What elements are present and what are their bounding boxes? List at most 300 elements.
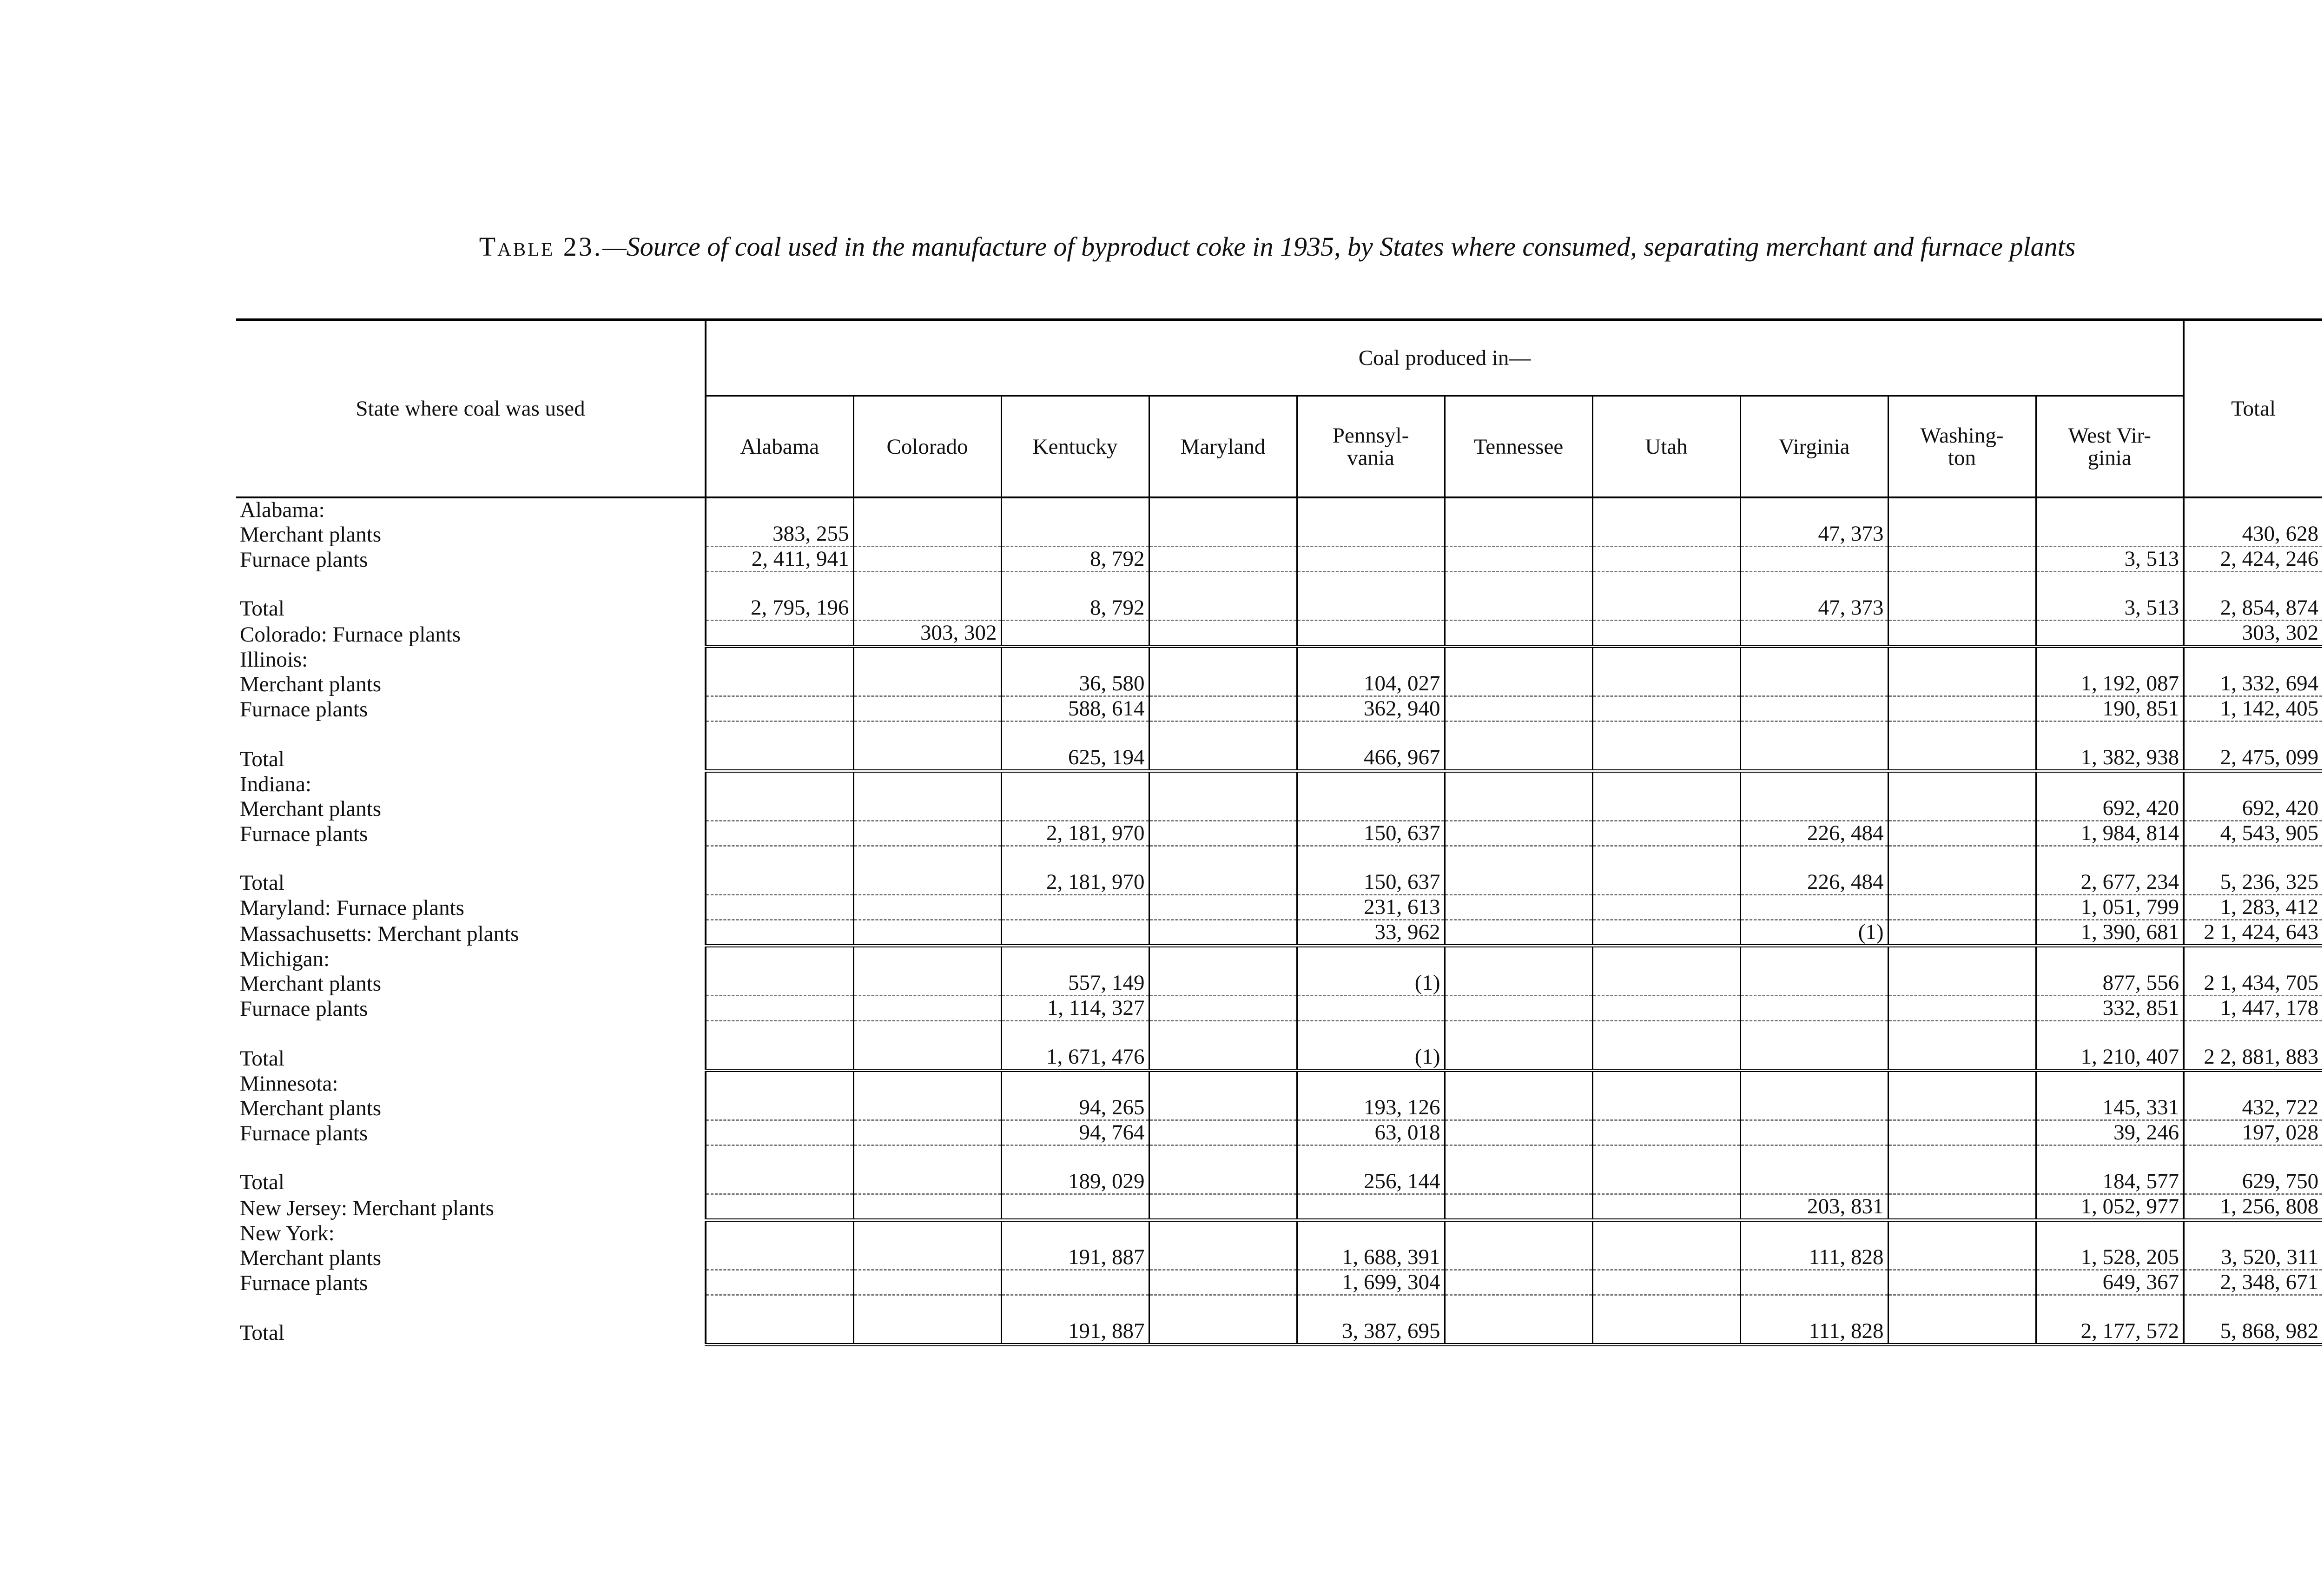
value-cell: 3, 513 xyxy=(2036,596,2184,621)
row-label: Furnace plants xyxy=(236,1270,706,1295)
value-cell xyxy=(853,1319,1001,1345)
value-cell xyxy=(1445,1120,1592,1145)
value-cell xyxy=(706,672,853,696)
value-cell xyxy=(853,920,1001,946)
value-cell xyxy=(1149,1194,1297,1220)
spacer-row xyxy=(236,721,2322,746)
state-name: Indiana: xyxy=(236,771,706,797)
value-cell xyxy=(1592,746,1740,771)
value-cell xyxy=(853,1170,1001,1194)
value-cell xyxy=(2036,522,2184,547)
value-cell xyxy=(1445,821,1592,846)
column-header: Washing- ton xyxy=(1888,396,2036,498)
value-cell xyxy=(1445,522,1592,547)
value-cell xyxy=(1445,971,1592,996)
value-cell xyxy=(706,971,853,996)
data-row xyxy=(236,1245,2322,1270)
value-cell xyxy=(706,1170,853,1194)
value-cell: 877, 556 xyxy=(2036,971,2184,996)
column-header: Utah xyxy=(1592,396,1740,498)
state-section-row xyxy=(236,647,2322,672)
value-cell xyxy=(1297,1194,1445,1220)
value-cell xyxy=(1740,746,1888,771)
value-cell xyxy=(1740,1096,1888,1120)
value-cell xyxy=(1592,1245,1740,1270)
total-cell: 197, 028 xyxy=(2184,1120,2322,1145)
value-cell: 191, 887 xyxy=(1001,1245,1149,1270)
value-cell: 1, 382, 938 xyxy=(2036,746,2184,771)
value-cell xyxy=(1888,821,2036,846)
row-label: Furnace plants xyxy=(236,821,706,846)
total-row xyxy=(236,1170,2322,1194)
data-row xyxy=(236,672,2322,696)
value-cell xyxy=(853,547,1001,572)
total-cell: 1, 332, 694 xyxy=(2184,672,2322,696)
total-cell: 4, 543, 905 xyxy=(2184,821,2322,846)
value-cell xyxy=(706,621,853,647)
total-cell: 2 2, 881, 883 xyxy=(2184,1045,2322,1071)
value-cell xyxy=(1445,1319,1592,1345)
value-cell xyxy=(706,1245,853,1270)
row-label: Furnace plants xyxy=(236,547,706,572)
value-cell: 189, 029 xyxy=(1001,1170,1149,1194)
value-cell xyxy=(853,895,1001,920)
value-cell xyxy=(706,1319,853,1345)
row-label: Maryland: Furnace plants xyxy=(236,895,706,920)
column-header: Maryland xyxy=(1149,396,1297,498)
value-cell: 466, 967 xyxy=(1297,746,1445,771)
value-cell xyxy=(1592,1270,1740,1295)
row-label: Total xyxy=(236,746,706,771)
value-cell xyxy=(1445,746,1592,771)
state-section-row xyxy=(236,1220,2322,1246)
total-cell: 1, 256, 808 xyxy=(2184,1194,2322,1220)
value-cell: 111, 828 xyxy=(1740,1245,1888,1270)
value-cell xyxy=(1592,920,1740,946)
value-cell xyxy=(1888,621,2036,647)
value-cell xyxy=(706,870,853,895)
value-cell: 39, 246 xyxy=(2036,1120,2184,1145)
value-cell xyxy=(1297,796,1445,821)
value-cell xyxy=(1888,996,2036,1021)
value-cell xyxy=(853,522,1001,547)
value-cell: 184, 577 xyxy=(2036,1170,2184,1194)
data-row xyxy=(236,1096,2322,1120)
table-number: Table 23. xyxy=(479,232,603,262)
value-cell xyxy=(1001,895,1149,920)
value-cell xyxy=(1445,870,1592,895)
data-row xyxy=(236,971,2322,996)
table-caption xyxy=(236,232,2318,262)
value-cell xyxy=(1001,796,1149,821)
row-label: Merchant plants xyxy=(236,672,706,696)
value-cell xyxy=(706,796,853,821)
data-row xyxy=(236,895,2322,920)
value-cell: 150, 637 xyxy=(1297,870,1445,895)
total-row xyxy=(236,596,2322,621)
value-cell xyxy=(1740,895,1888,920)
value-cell xyxy=(1149,821,1297,846)
total-cell: 1, 283, 412 xyxy=(2184,895,2322,920)
value-cell xyxy=(1297,522,1445,547)
value-cell xyxy=(1592,1319,1740,1345)
value-cell xyxy=(1888,1170,2036,1194)
value-cell: 1, 671, 476 xyxy=(1001,1045,1149,1071)
value-cell xyxy=(706,895,853,920)
value-cell xyxy=(1888,746,2036,771)
value-cell: 226, 484 xyxy=(1740,821,1888,846)
value-cell xyxy=(1445,1270,1592,1295)
value-cell xyxy=(853,971,1001,996)
row-label: Merchant plants xyxy=(236,971,706,996)
spacer-row xyxy=(236,846,2322,871)
value-cell xyxy=(1888,1120,2036,1145)
value-cell xyxy=(853,796,1001,821)
value-cell xyxy=(853,672,1001,696)
value-cell: 145, 331 xyxy=(2036,1096,2184,1120)
value-cell: 1, 984, 814 xyxy=(2036,821,2184,846)
row-label: Furnace plants xyxy=(236,996,706,1021)
value-cell xyxy=(1445,547,1592,572)
value-cell xyxy=(1888,596,2036,621)
value-cell xyxy=(1445,1045,1592,1071)
row-label: Furnace plants xyxy=(236,696,706,721)
value-cell: 193, 126 xyxy=(1297,1096,1445,1120)
value-cell: 588, 614 xyxy=(1001,696,1149,721)
value-cell xyxy=(1445,696,1592,721)
value-cell: 226, 484 xyxy=(1740,870,1888,895)
value-cell xyxy=(1888,971,2036,996)
value-cell xyxy=(1888,696,2036,721)
value-cell xyxy=(853,1120,1001,1145)
value-cell: (1) xyxy=(1740,920,1888,946)
value-cell xyxy=(1149,870,1297,895)
value-cell: 1, 052, 977 xyxy=(2036,1194,2184,1220)
value-cell xyxy=(1740,796,1888,821)
state-name: Alabama: xyxy=(236,497,706,522)
value-cell xyxy=(1888,522,2036,547)
value-cell: 94, 764 xyxy=(1001,1120,1149,1145)
value-cell: 2, 795, 196 xyxy=(706,596,853,621)
state-section-row xyxy=(236,497,2322,522)
column-header: Virginia xyxy=(1740,396,1888,498)
value-cell xyxy=(1445,621,1592,647)
row-label: Total xyxy=(236,1045,706,1071)
value-cell xyxy=(1592,796,1740,821)
data-row xyxy=(236,1270,2322,1295)
value-cell: 36, 580 xyxy=(1001,672,1149,696)
row-label: New Jersey: Merchant plants xyxy=(236,1194,706,1220)
data-row xyxy=(236,920,2322,946)
value-cell xyxy=(706,1194,853,1220)
total-cell: 3, 520, 311 xyxy=(2184,1245,2322,1270)
state-section-row xyxy=(236,1071,2322,1096)
total-cell: 2, 854, 874 xyxy=(2184,596,2322,621)
data-row xyxy=(236,621,2322,647)
row-label: Total xyxy=(236,870,706,895)
value-cell: 191, 887 xyxy=(1001,1319,1149,1345)
value-cell xyxy=(1149,547,1297,572)
value-cell xyxy=(1149,1319,1297,1345)
value-cell: 2, 181, 970 xyxy=(1001,821,1149,846)
value-cell xyxy=(1888,1096,2036,1120)
spacer-row xyxy=(236,1021,2322,1046)
value-cell xyxy=(1149,996,1297,1021)
value-cell: 150, 637 xyxy=(1297,821,1445,846)
value-cell xyxy=(1592,971,1740,996)
value-cell xyxy=(706,996,853,1021)
column-header: Alabama xyxy=(706,396,853,498)
value-cell xyxy=(1149,522,1297,547)
state-name: Michigan: xyxy=(236,946,706,972)
total-cell: 430, 628 xyxy=(2184,522,2322,547)
value-cell xyxy=(1445,996,1592,1021)
value-cell xyxy=(1888,920,2036,946)
value-cell xyxy=(853,1045,1001,1071)
state-name: Minnesota: xyxy=(236,1071,706,1096)
value-cell: 231, 613 xyxy=(1297,895,1445,920)
value-cell xyxy=(1740,672,1888,696)
value-cell xyxy=(1592,1045,1740,1071)
value-cell: 8, 792 xyxy=(1001,547,1149,572)
coal-source-table xyxy=(236,318,2322,1346)
value-cell xyxy=(1888,796,2036,821)
total-cell: 1, 142, 405 xyxy=(2184,696,2322,721)
value-cell xyxy=(1740,696,1888,721)
value-cell: 3, 513 xyxy=(2036,547,2184,572)
state-name: New York: xyxy=(236,1220,706,1246)
value-cell xyxy=(1740,1045,1888,1071)
row-label: Merchant plants xyxy=(236,1245,706,1270)
total-cell: 303, 302 xyxy=(2184,621,2322,647)
value-cell: 1, 051, 799 xyxy=(2036,895,2184,920)
value-cell: 2, 177, 572 xyxy=(2036,1319,2184,1345)
value-cell xyxy=(706,1045,853,1071)
value-cell xyxy=(1149,1170,1297,1194)
value-cell xyxy=(706,821,853,846)
value-cell xyxy=(1445,920,1592,946)
state-section-row xyxy=(236,946,2322,972)
value-cell xyxy=(1888,1194,2036,1220)
value-cell xyxy=(1149,1045,1297,1071)
value-cell xyxy=(1001,1270,1149,1295)
value-cell: 332, 851 xyxy=(2036,996,2184,1021)
value-cell: 256, 144 xyxy=(1297,1170,1445,1194)
value-cell xyxy=(706,696,853,721)
data-row xyxy=(236,1194,2322,1220)
value-cell xyxy=(1445,1170,1592,1194)
value-cell xyxy=(1740,1170,1888,1194)
row-label: Furnace plants xyxy=(236,1120,706,1145)
spacer-row xyxy=(236,1145,2322,1170)
value-cell xyxy=(1888,870,2036,895)
value-cell: 47, 373 xyxy=(1740,596,1888,621)
value-cell: 104, 027 xyxy=(1297,672,1445,696)
total-row xyxy=(236,870,2322,895)
value-cell xyxy=(1149,1270,1297,1295)
value-cell xyxy=(1149,920,1297,946)
row-label: Merchant plants xyxy=(236,522,706,547)
value-cell xyxy=(1149,1120,1297,1145)
value-cell xyxy=(1740,1120,1888,1145)
value-cell xyxy=(1592,1096,1740,1120)
value-cell: (1) xyxy=(1297,1045,1445,1071)
total-cell: 1, 447, 178 xyxy=(2184,996,2322,1021)
value-cell xyxy=(1001,522,1149,547)
value-cell: 625, 194 xyxy=(1001,746,1149,771)
value-cell xyxy=(853,1245,1001,1270)
value-cell: 557, 149 xyxy=(1001,971,1149,996)
value-cell xyxy=(1297,596,1445,621)
value-cell: 1, 528, 205 xyxy=(2036,1245,2184,1270)
value-cell xyxy=(853,1270,1001,1295)
total-cell: 692, 420 xyxy=(2184,796,2322,821)
value-cell: 1, 688, 391 xyxy=(1297,1245,1445,1270)
value-cell xyxy=(1149,895,1297,920)
value-cell: 1, 390, 681 xyxy=(2036,920,2184,946)
value-cell: 203, 831 xyxy=(1740,1194,1888,1220)
value-cell: 190, 851 xyxy=(2036,696,2184,721)
column-header: Kentucky xyxy=(1001,396,1149,498)
value-cell: 362, 940 xyxy=(1297,696,1445,721)
value-cell xyxy=(1297,547,1445,572)
value-cell: 383, 255 xyxy=(706,522,853,547)
value-cell xyxy=(1592,672,1740,696)
total-header: Total xyxy=(2184,320,2322,498)
value-cell: 303, 302 xyxy=(853,621,1001,647)
value-cell xyxy=(1740,547,1888,572)
value-cell xyxy=(853,1194,1001,1220)
value-cell xyxy=(1592,522,1740,547)
spacer-row xyxy=(236,572,2322,596)
column-header: Tennessee xyxy=(1445,396,1592,498)
value-cell xyxy=(853,870,1001,895)
value-cell xyxy=(706,746,853,771)
value-cell xyxy=(706,1270,853,1295)
column-header: Colorado xyxy=(853,396,1001,498)
total-cell: 2, 475, 099 xyxy=(2184,746,2322,771)
data-row xyxy=(236,821,2322,846)
data-row xyxy=(236,696,2322,721)
total-cell: 432, 722 xyxy=(2184,1096,2322,1120)
value-cell xyxy=(1297,996,1445,1021)
value-cell: 33, 962 xyxy=(1297,920,1445,946)
value-cell xyxy=(1592,821,1740,846)
value-cell xyxy=(1592,621,1740,647)
value-cell xyxy=(1592,596,1740,621)
value-cell xyxy=(1149,796,1297,821)
total-cell: 2, 424, 246 xyxy=(2184,547,2322,572)
total-cell: 2 1, 424, 643 xyxy=(2184,920,2322,946)
value-cell xyxy=(1149,621,1297,647)
value-cell xyxy=(1149,696,1297,721)
value-cell xyxy=(1592,696,1740,721)
value-cell xyxy=(1445,1096,1592,1120)
value-cell xyxy=(1888,895,2036,920)
total-row xyxy=(236,1319,2322,1345)
row-label: Merchant plants xyxy=(236,796,706,821)
value-cell xyxy=(706,1120,853,1145)
value-cell: 2, 677, 234 xyxy=(2036,870,2184,895)
value-cell xyxy=(1740,971,1888,996)
value-cell: 3, 387, 695 xyxy=(1297,1319,1445,1345)
value-cell xyxy=(1888,1245,2036,1270)
value-cell xyxy=(706,1096,853,1120)
value-cell xyxy=(1592,1194,1740,1220)
value-cell: 1, 210, 407 xyxy=(2036,1045,2184,1071)
value-cell: 2, 411, 941 xyxy=(706,547,853,572)
value-cell xyxy=(853,1096,1001,1120)
value-cell xyxy=(1001,621,1149,647)
state-section-row xyxy=(236,771,2322,797)
total-cell: 5, 236, 325 xyxy=(2184,870,2322,895)
value-cell xyxy=(853,821,1001,846)
value-cell xyxy=(1740,996,1888,1021)
value-cell: 692, 420 xyxy=(2036,796,2184,821)
value-cell: 1, 114, 327 xyxy=(1001,996,1149,1021)
value-cell xyxy=(853,746,1001,771)
value-cell xyxy=(1149,746,1297,771)
row-label: Colorado: Furnace plants xyxy=(236,621,706,647)
value-cell xyxy=(1001,1194,1149,1220)
data-row xyxy=(236,522,2322,547)
spacer-row xyxy=(236,1295,2322,1320)
row-label: Total xyxy=(236,1170,706,1194)
value-cell xyxy=(1740,621,1888,647)
stub-header: State where coal was used xyxy=(236,320,706,498)
column-header: Pennsyl- vania xyxy=(1297,396,1445,498)
value-cell xyxy=(1592,996,1740,1021)
value-cell xyxy=(1592,547,1740,572)
value-cell xyxy=(853,596,1001,621)
value-cell xyxy=(1445,895,1592,920)
value-cell xyxy=(1888,547,2036,572)
value-cell xyxy=(2036,621,2184,647)
total-row xyxy=(236,746,2322,771)
total-cell: 2, 348, 671 xyxy=(2184,1270,2322,1295)
value-cell: (1) xyxy=(1297,971,1445,996)
value-cell: 2, 181, 970 xyxy=(1001,870,1149,895)
value-cell xyxy=(1592,895,1740,920)
row-label: Total xyxy=(236,596,706,621)
value-cell xyxy=(1445,796,1592,821)
value-cell: 1, 192, 087 xyxy=(2036,672,2184,696)
value-cell xyxy=(1740,1270,1888,1295)
total-cell: 5, 868, 982 xyxy=(2184,1319,2322,1345)
value-cell xyxy=(1592,1170,1740,1194)
value-cell xyxy=(1149,971,1297,996)
value-cell xyxy=(1592,870,1740,895)
table-title: —Source of coal used in the manufacture of byproduct coke in 1935, by States where consumed, separating merchant and furnace plants xyxy=(602,232,2076,262)
value-cell xyxy=(853,996,1001,1021)
value-cell xyxy=(1592,1120,1740,1145)
value-cell: 111, 828 xyxy=(1740,1319,1888,1345)
value-cell xyxy=(853,696,1001,721)
value-cell: 649, 367 xyxy=(2036,1270,2184,1295)
row-label: Total xyxy=(236,1319,706,1345)
value-cell: 1, 699, 304 xyxy=(1297,1270,1445,1295)
value-cell xyxy=(1445,1245,1592,1270)
total-row xyxy=(236,1045,2322,1071)
value-cell xyxy=(1001,920,1149,946)
state-name: Illinois: xyxy=(236,647,706,672)
value-cell: 8, 792 xyxy=(1001,596,1149,621)
value-cell xyxy=(1888,672,2036,696)
value-cell xyxy=(1149,596,1297,621)
value-cell xyxy=(706,920,853,946)
value-cell: 47, 373 xyxy=(1740,522,1888,547)
total-cell: 2 1, 434, 705 xyxy=(2184,971,2322,996)
